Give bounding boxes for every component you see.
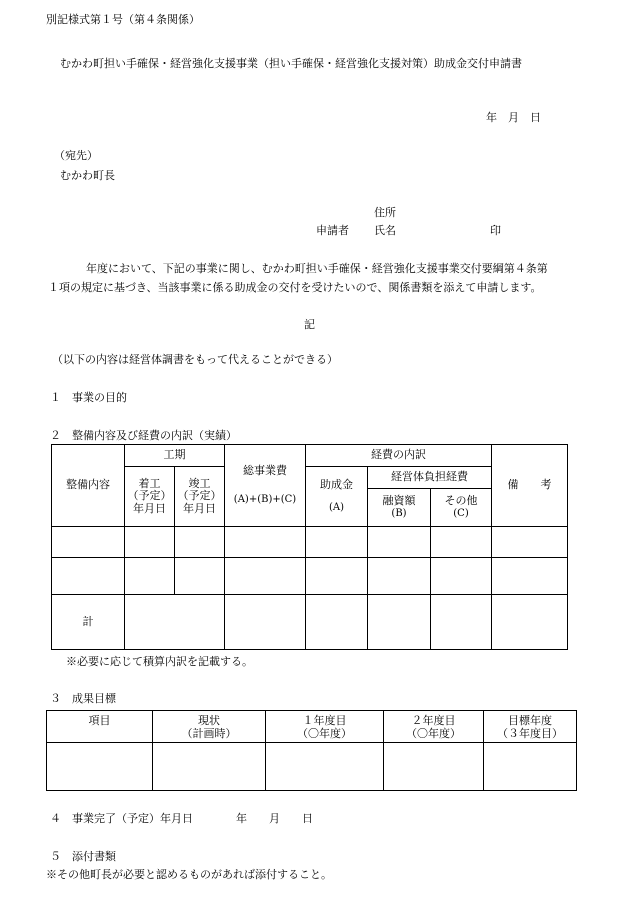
applicant-role: 申請者 bbox=[316, 224, 349, 237]
header-burden: 経営体負担経費 bbox=[368, 467, 492, 489]
header-target-year: 目標年度 （３年度目） bbox=[484, 711, 577, 743]
header-total: 総事業費 (A)+(B)+(C) bbox=[225, 445, 306, 527]
header-content: 整備内容 bbox=[52, 445, 125, 527]
date-line: 年 月 日 bbox=[486, 111, 541, 124]
body-line-2: １項の規定に基づき、当該事業に係る助成金の交付を受けたいので、関係書類を添えて申請します。 bbox=[48, 281, 542, 294]
section-4-heading: ４ 事業完了（予定）年月日 bbox=[50, 812, 193, 825]
header-current: 現状 （計画時） bbox=[153, 711, 266, 743]
header-year2: ２年度目 （〇年度） bbox=[384, 711, 484, 743]
header-breakdown: 経費の内訳 bbox=[306, 445, 492, 467]
addressee-label: （宛先） bbox=[54, 149, 98, 162]
header-loan: 融資額 (B) bbox=[368, 489, 431, 527]
section-2-heading: ２ 整備内容及び経費の内訳（実績） bbox=[50, 429, 237, 442]
document-title: むかわ町担い手確保・経営強化支援事業（担い手確保・経営強化支援対策）助成金交付申請書 bbox=[60, 57, 522, 70]
completion-date: 年 月 日 bbox=[236, 812, 313, 825]
section-1-heading: １ 事業の目的 bbox=[50, 391, 127, 404]
section-3-heading: ３ 成果目標 bbox=[50, 692, 116, 705]
header-year1: １年度目 （〇年度） bbox=[266, 711, 384, 743]
substitute-note: （以下の内容は経営体調書をもって代えることができる） bbox=[52, 353, 338, 366]
expense-table bbox=[51, 444, 568, 650]
calc-note: ※必要に応じて積算内訳を記載する。 bbox=[66, 655, 253, 668]
section-5-heading: ５ 添付書類 bbox=[50, 850, 116, 863]
header-remarks: 備 考 bbox=[492, 445, 568, 527]
addressee-name: むかわ町長 bbox=[60, 169, 115, 182]
header-subsidy: 助成金 (A) bbox=[306, 467, 368, 527]
header-period: 工期 bbox=[125, 445, 225, 467]
header-end: 竣工 （予定） 年月日 bbox=[175, 467, 225, 527]
table-row bbox=[52, 527, 568, 558]
body-line-1: 年度において、下記の事業に関し、むかわ町担い手確保・経営強化支援事業交付要綱第４条第 bbox=[86, 262, 548, 275]
seal-label: 印 bbox=[490, 224, 501, 237]
attach-note: ※その他町長が必要と認めるものがあれば添付すること。 bbox=[46, 868, 332, 881]
target-table bbox=[46, 710, 577, 791]
ki-heading: 記 bbox=[304, 318, 315, 331]
total-label: 計 bbox=[82, 614, 94, 628]
form-label: 別記様式第１号（第４条関係） bbox=[46, 13, 200, 26]
header-other: その他 (C) bbox=[431, 489, 492, 527]
header-start: 着工 （予定） 年月日 bbox=[125, 467, 175, 527]
table-row bbox=[47, 743, 577, 791]
total-row bbox=[52, 595, 568, 650]
header-item: 項目 bbox=[47, 711, 153, 743]
address-label: 住所 bbox=[374, 206, 396, 219]
name-label: 氏名 bbox=[374, 224, 396, 237]
table-row bbox=[52, 558, 568, 595]
